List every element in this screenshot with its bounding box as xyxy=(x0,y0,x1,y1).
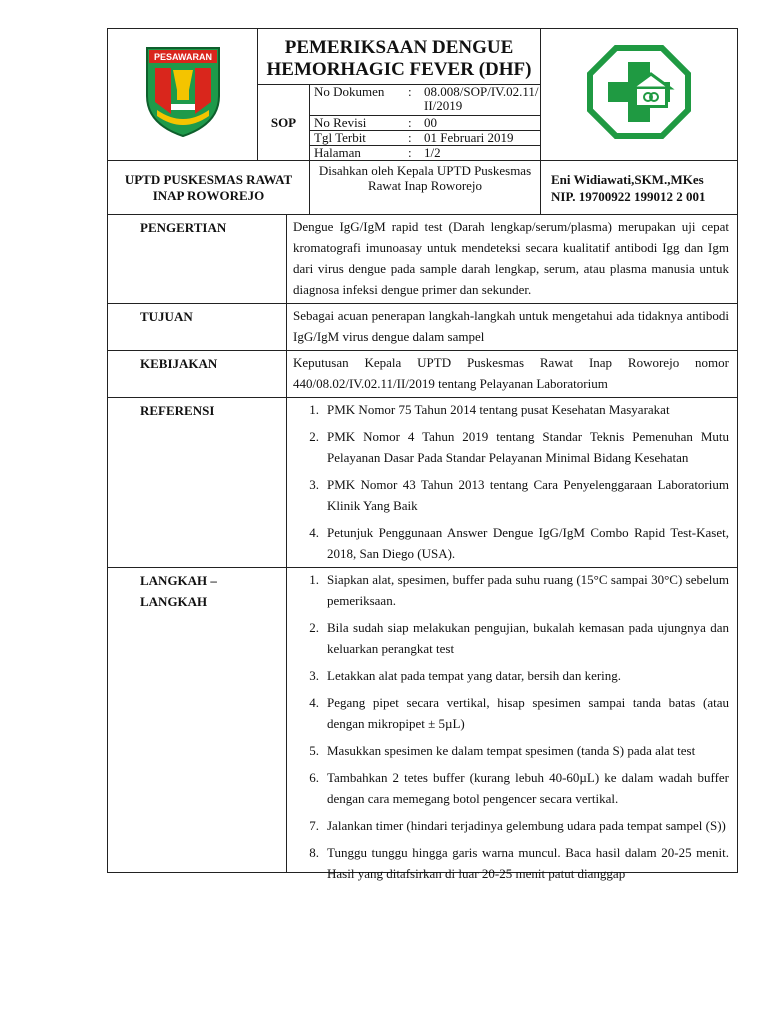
section-label: PENGERTIAN xyxy=(108,215,287,304)
list-item: 1. Siapkan alat, spesimen, buffer pada suhu ruang (15°C sampai 30°C) sebelum pemeriksaan. xyxy=(309,572,729,608)
section-label: REFERENSI xyxy=(108,398,287,568)
list-item: 4. Pegang pipet secara vertikal, hisap spesimen sampai tanda batas (atau dengan mikropipet ± 5µL) xyxy=(309,695,729,731)
signer-block xyxy=(541,161,738,215)
meta-label: Halaman xyxy=(314,145,361,160)
content-table xyxy=(107,215,738,881)
organization-name: UPTD PUSKESMAS RAWAT INAP ROWOREJO xyxy=(108,161,310,215)
signer-nip: NIP. 19700922 199012 2 001 xyxy=(551,188,706,204)
label-line: LANGKAH xyxy=(140,594,208,609)
puskesmas-logo xyxy=(584,42,694,142)
document-meta-cell xyxy=(310,85,541,161)
section-label xyxy=(108,568,287,873)
section-list xyxy=(287,568,738,881)
document-meta xyxy=(310,85,540,160)
sop-label: SOP xyxy=(258,85,310,161)
list-item: 5. Masukkan spesimen ke dalam tempat spesimen (tanda S) pada alat test xyxy=(309,743,696,758)
list-item: 3. PMK Nomor 43 Tahun 2013 tentang Cara Penyelenggaraan Laboratorium Klinik Yang Baik xyxy=(309,477,729,513)
puskesmas-logo-cell xyxy=(541,29,738,161)
signer-name: Eni Widiawati,SKM.,MKes xyxy=(551,171,704,187)
row-langkah xyxy=(108,568,738,873)
list-item: 2. Bila sudah siap melakukan pengujian, bukalah kemasan pada ujungnya dan keluarkan perangkat test xyxy=(309,620,729,656)
meta-label: Tgl Terbit xyxy=(310,131,404,146)
meta-colon: : xyxy=(404,131,420,146)
row-tujuan xyxy=(108,304,738,351)
section-list xyxy=(287,398,738,568)
meta-row-dokumen xyxy=(310,85,540,116)
meta-label: No Revisi xyxy=(310,116,404,131)
pesawaran-logo xyxy=(143,44,223,140)
list-item: 4. Petunjuk Penggunaan Answer Dengue IgG/IgM Combo Rapid Test-Kaset, 2018, San Diego (USA). xyxy=(309,525,729,561)
meta-colon: : xyxy=(404,116,420,131)
row-referensi xyxy=(108,398,738,568)
approval-text: Disahkan oleh Kepala UPTD Puskesmas Rawat Inap Roworejo xyxy=(310,161,541,215)
header-table xyxy=(107,28,738,215)
meta-label: No Dokumen xyxy=(310,85,404,116)
document-title: PEMERIKSAAN DENGUE HEMORHAGIC FEVER (DHF) xyxy=(258,29,541,85)
list-item: 1. PMK Nomor 75 Tahun 2014 tentang pusat Kesehatan Masyarakat xyxy=(309,402,670,417)
meta-row-terbit xyxy=(310,131,540,146)
meta-colon: : xyxy=(404,85,420,116)
meta-value: 1/2 xyxy=(424,145,441,160)
row-pengertian xyxy=(108,215,738,304)
meta-colon: : xyxy=(408,145,412,160)
regency-logo-cell xyxy=(108,29,258,161)
sop-document xyxy=(107,28,737,881)
list-item: 7. Jalankan timer (hindari terjadinya gelembung udara pada tempat sampel (S)) xyxy=(309,818,726,833)
section-text: Dengue IgG/IgM rapid test (Darah lengkap/serum/plasma) merupakan uji cepat kromatografi imunoasay untuk mendeteksi secara kualitatif antibodi Igg dan Igm dari virus dengue pada sample darah lengkap, serum, atau plasma manusia untuk diagnosa infeksi dengue primer dan sekunder. xyxy=(287,215,738,304)
row-kebijakan xyxy=(108,351,738,398)
meta-value: 00 xyxy=(420,116,540,131)
meta-row-halaman xyxy=(310,146,540,161)
section-text: Keputusan Kepala UPTD Puskesmas Rawat Inap Roworejo nomor 440/08.02/IV.02.11/II/2019 tentang Pelayanan Laboratorium xyxy=(287,351,738,398)
list-item: 6. Tambahkan 2 tetes buffer (kurang lebuh 40-60µL) ke dalam wadah buffer dengan cara memegang botol pengencer secara vertikal. xyxy=(309,770,729,806)
section-label: KEBIJAKAN xyxy=(108,351,287,398)
section-label: TUJUAN xyxy=(108,304,287,351)
list-item: 2. PMK Nomor 4 Tahun 2019 tentang Standar Teknis Pemenuhan Mutu Pelayanan Dasar Pada Standar Pelayanan Minimal Bidang Kesehatan xyxy=(309,429,729,465)
logo-text: PESAWARAN xyxy=(153,52,212,62)
section-text: Sebagai acuan penerapan langkah-langkah untuk mengetahui ada tidaknya antibodi IgG/IgM virus dengue dalam sampel xyxy=(287,304,738,351)
list-item: 8. Tunggu tunggu hingga garis warna muncul. Baca hasil dalam 20-25 menit. Hasil yang ditafsirkan di luar 20-25 menit patut dianggap xyxy=(309,845,729,881)
list-item: 3. Letakkan alat pada tempat yang datar, bersih dan kering. xyxy=(309,668,622,683)
meta-value: 01 Februari 2019 xyxy=(420,131,540,146)
meta-row-revisi xyxy=(310,116,540,131)
label-line: LANGKAH – xyxy=(140,573,217,588)
meta-value: 08.008/SOP/IV.02.11/ II/2019 xyxy=(420,85,540,116)
